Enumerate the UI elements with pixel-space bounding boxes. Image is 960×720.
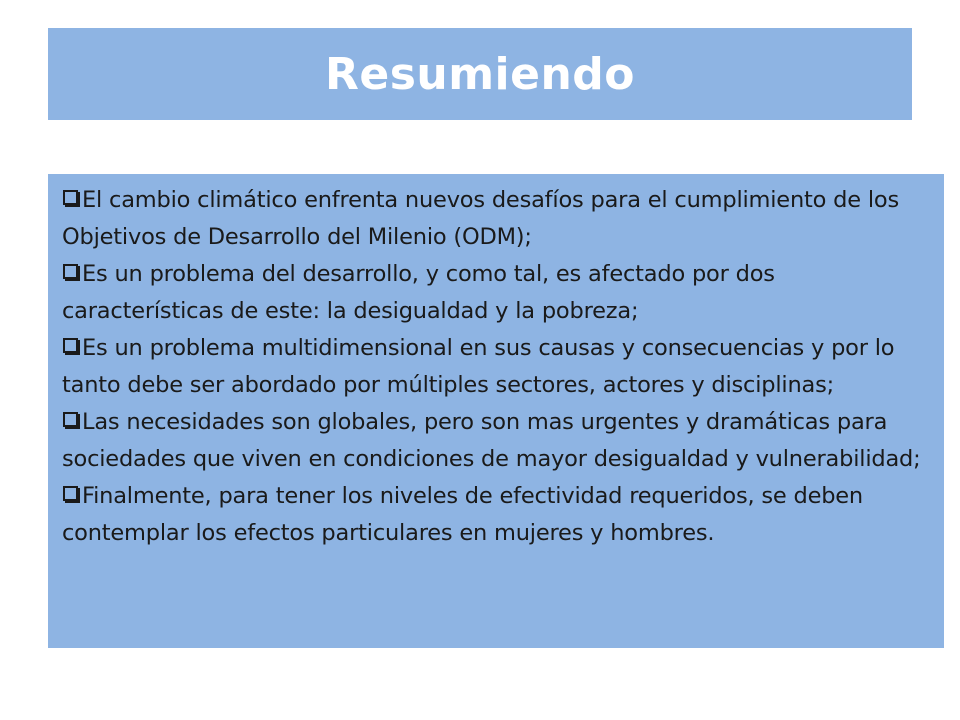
bullet-text: Es un problema del desarrollo, y como tal, es afectado por dos características de este: la desigualdad y la pobreza; [62,261,775,324]
bullet-item [62,182,930,256]
bullet-item [62,256,930,330]
title-banner [48,28,912,120]
bullet-text: Es un problema multidimensional en sus causas y consecuencias y por lo tanto debe ser abordado por múltiples sectores, actores y disciplinas; [62,335,895,398]
bullet-item [62,330,930,404]
hollow-square-bullet-icon [63,264,78,279]
bullet-item [62,404,930,478]
bullet-item [62,478,930,552]
summary-box [48,174,944,648]
bullet-list [62,182,930,552]
hollow-square-bullet-icon [63,486,78,501]
hollow-square-bullet-icon [63,412,78,427]
hollow-square-bullet-icon [63,338,78,353]
bullet-text: Las necesidades son globales, pero son mas urgentes y dramáticas para sociedades que viven en condiciones de mayor desigualdad y vulnerabilidad; [62,409,921,472]
slide-title: Resumiendo [324,48,636,100]
bullet-text: Finalmente, para tener los niveles de efectividad requeridos, se deben contemplar los efectos particulares en mujeres y hombres. [62,483,863,546]
bullet-text: El cambio climático enfrenta nuevos desafíos para el cumplimiento de los Objetivos de Desarrollo del Milenio (ODM); [62,187,899,250]
hollow-square-bullet-icon [63,190,78,205]
